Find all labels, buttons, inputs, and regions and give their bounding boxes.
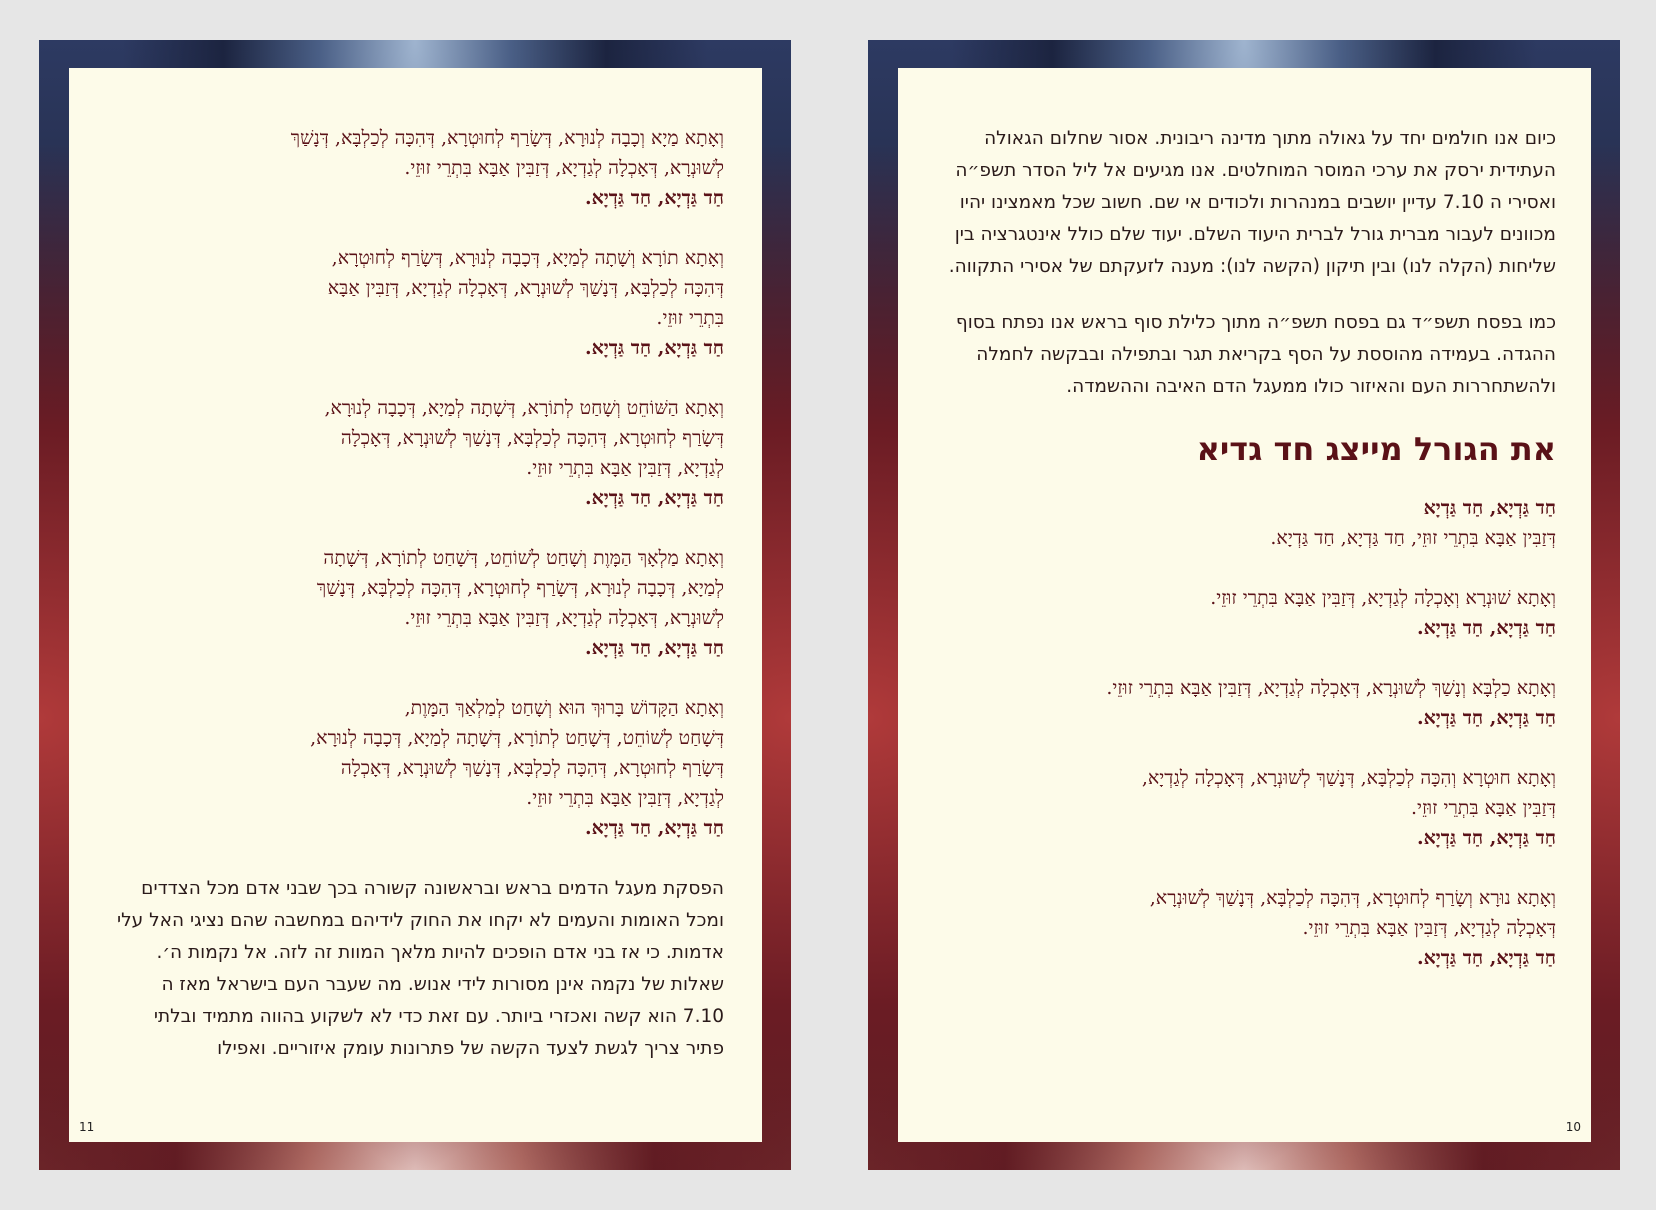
verse-line: דְּזַבִּין אַבָּא בִּתְרֵי זוּזֵי, חַד גַּדְיָא, חַד גַּדְיָא. <box>1270 527 1556 549</box>
intro-paragraph: כמו בפסח תשפ״ד גם בפסח תשפ״ה מתוך כלילת סוף בראש אנו נפתח בסוף ההגדה. בעמידה מהוססת על הסף בקריאת תגר ובתפילה ובבקשה לחמלה ולהשתחררות העם והאיזור כולו ממעגל הדם האיבה וההשמדה. <box>955 312 1556 397</box>
left-page-background <box>39 40 791 1170</box>
refrain: חַד גַּדְיָא, חַד גַּדְיָא. <box>584 187 724 209</box>
stanza <box>933 673 1556 733</box>
left-page-content <box>117 123 724 1089</box>
stanza <box>117 543 724 663</box>
right-page <box>898 68 1591 1142</box>
stanza <box>117 243 724 363</box>
refrain: חַד גַּדְיָא, חַד גַּדְיָא. <box>584 337 724 359</box>
refrain: חַד גַּדְיָא, חַד גַּדְיָא <box>1423 497 1556 519</box>
stanza <box>933 763 1556 853</box>
verse-line: בִּתְרֵי זוּזֵי. <box>656 307 724 329</box>
refrain: חַד גַּדְיָא, חַד גַּדְיָא. <box>1416 827 1556 849</box>
verse-line: דְּשָׂרַף לְחוּטְרָא, דְּהִכָּה לְכַלְבָּא, דְּנָשַׁךְ לְשׁוּנְרָא, דְּאָכְלָה <box>340 757 724 779</box>
refrain: חַד גַּדְיָא, חַד גַּדְיָא. <box>584 487 724 509</box>
verse-line: לְשׁוּנְרָא, דְּאָכְלָה לְגַדְיָא, דְּזַבִּין אַבָּא בִּתְרֵי זוּזֵי. <box>404 157 724 179</box>
stanza <box>933 583 1556 643</box>
verse-line: דְּזַבִּין אַבָּא בִּתְרֵי זוּזֵי. <box>1410 797 1556 819</box>
verse-line: דְּשָׁחַט לְשׁוֹחֵט, דְּשָׁחַט לְתוֹרָא, דְּשָׁתָה לְמַיָא, דְּכָבָה לְנוּרָא, <box>310 727 724 749</box>
verse-line: דְּאָכְלָה לְגַדְיָא, דְּזַבִּין אַבָּא בִּתְרֵי זוּזֵי. <box>1302 917 1556 939</box>
page-number: 10 <box>1565 1120 1581 1134</box>
verse-line: לְגַדְיָא, דְּזַבִּין אַבָּא בִּתְרֵי זוּזֵי. <box>526 457 724 479</box>
verse-line: וְאָתָא מַיָא וְכָבָה לְנוּרָא, דְּשָׂרַף לְחוּטְרָא, דְּהִכָּה לְכַלְבָּא, דְּנָשַׁךְ <box>290 127 724 149</box>
stanza <box>117 693 724 843</box>
verse-line: לְגַדְיָא, דְּזַבִּין אַבָּא בִּתְרֵי זוּזֵי. <box>526 787 724 809</box>
verse-line: דְּשָׂרַף לְחוּטְרָא, דְּהִכָּה לְכַלְבָּא, דְּנָשַׁךְ לְשׁוּנְרָא, דְּאָכְלָה <box>340 427 724 449</box>
left-page <box>69 68 762 1142</box>
stanza <box>117 393 724 513</box>
verse-line: דְּהִכָּה לְכַלְבָּא, דְּנָשַׁךְ לְשׁוּנְרָא, דְּאָכְלָה לְגַדְיָא, דְּזַבִּין אַבָּא <box>327 277 724 299</box>
right-page-background <box>868 40 1620 1170</box>
page-number: 11 <box>79 1120 95 1134</box>
refrain: חַד גַּדְיָא, חַד גַּדְיָא. <box>1416 947 1556 969</box>
verse-line: וְאָתָא תוֹרָא וְשָׁתָה לְמַיָא, דְּכָבָה לְנוּרָא, דְּשָׂרַף לְחוּטְרָא, <box>331 247 724 269</box>
stanza <box>933 493 1556 553</box>
refrain: חַד גַּדְיָא, חַד גַּדְיָא. <box>1416 617 1556 639</box>
verse-line: וְאָתָא הַקָּדוֹשׁ בָּרוּךְ הוּא וְשָׁחַט לְמַלְאַךְ הַמָּוֶת, <box>404 697 724 719</box>
verse-line: לְשׁוּנְרָא, דְּאָכְלָה לְגַדְיָא, דְּזַבִּין אַבָּא בִּתְרֵי זוּזֵי. <box>404 607 724 629</box>
verse-line: וְאָתָא שׁוּנְרָא וְאָכְלָה לְגַדְיָא, דְּזַבִּין אַבָּא בִּתְרֵי זוּזֵי. <box>1210 587 1556 609</box>
stanza <box>933 883 1556 973</box>
verse-line: לְמַיָא, דְּכָבָה לְנוּרָא, דְּשָׂרַף לְחוּטְרָא, דְּהִכָּה לְכַלְבָּא, דְּנָשַׁךְ <box>316 577 724 599</box>
right-page-content <box>933 123 1556 1003</box>
refrain: חַד גַּדְיָא, חַד גַּדְיָא. <box>584 637 724 659</box>
verse-line: וְאָתָא כַלְבָּא וְנָשַׁךְ לְשׁוּנְרָא, דְּאָכְלָה לְגַדְיָא, דְּזַבִּין אַבָּא בִּתְרֵי זוּזֵי. <box>1106 677 1556 699</box>
verse-line: וְאָתָא חוּטְרָא וְהִכָּה לְכַלְבָּא, דְּנָשַׁךְ לְשׁוּנְרָא, דְּאָכְלָה לְגַדְיָא, <box>1141 767 1556 789</box>
intro-paragraph: כיום אנו חולמים יחד על גאולה מתוך מדינה ריבונית. אסור שחלום הגאולה העתידית ירסק את ערכי המוסר המוחלטים. אנו מגיעים אל ליל הסדר תשפ״ה ואסירי ה 7.10 עדיין יושבים במנהרות ולכודים אי שם. חשוב שכל מאמצינו יהיו מכוונים לעבור מברית גורל לברית היעוד השלם. יעוד שלם כולל אינטגרציה בין שליחות (הקלה לנו) ובין תיקון (הקשה לנו): מענה לזעקתם של אסירי התקווה. <box>948 128 1556 277</box>
refrain: חַד גַּדְיָא, חַד גַּדְיָא. <box>1416 707 1556 729</box>
verse-line: וְאָתָא מַלְאָךְ הַמָּוֶת וְשָׁחַט לְשׁוֹחֵט, דְּשָׁחַט לְתוֹרָא, דְּשָׁתָה <box>323 547 724 569</box>
refrain: חַד גַּדְיָא, חַד גַּדְיָא. <box>584 817 724 839</box>
verse-line: וְאָתָא נוּרָא וְשָׂרַף לְחוּטְרָא, דְּהִכָּה לְכַלְבָּא, דְּנָשַׁךְ לְשׁוּנְרָא, <box>1149 887 1556 909</box>
section-title: את הגורל מייצג חד גדיא <box>1196 430 1556 468</box>
verse-line: וְאָתָא הַשּׁוֹחֵט וְשָׁחַט לְתוֹרָא, דְּשָׁתָה לְמַיָא, דְּכָבָה לְנוּרָא, <box>324 397 724 419</box>
closing-paragraph: הפסקת מעגל הדמים בראש ובראשונה קשורה בכך שבני אדם מכל הצדדים ומכל האומות והעמים לא יקחו את החוק לידיהם במחשבה שהם נציגי האל עלי אדמות. כי אז בני אדם הופכים להיות מלאך המוות זה לזה. אל נקמות ה׳. שאלות של נקמה אינן מסורות לידי אנוש. מה שעבר העם בישראל מאז ה 7.10 הוא קשה ואכזרי ביותר. עם זאת כדי לא לשקוע בהווה מתמיד ובלתי פתיר צריך לגשת לצעד הקשה של פתרונות עומק איזוריים. ואפילו <box>117 878 724 1059</box>
stanza <box>117 123 724 213</box>
